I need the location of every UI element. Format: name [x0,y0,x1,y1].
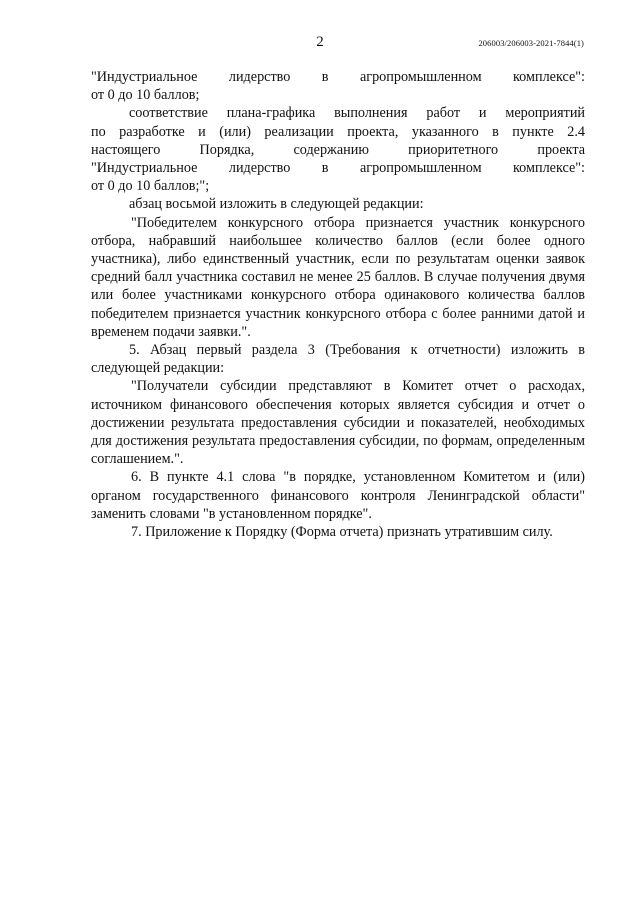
paragraph-2-line-1: соответствие плана-графика выполнения работ и мероприятий [129,105,585,122]
paragraph-2-line-5: от 0 до 10 баллов;"; [91,178,210,195]
paragraph-1 [91,68,585,104]
paragraph-6: "Получатели субсидии представляют в Комитет отчет о расходах, источником финансового обеспечения которых является субсидия и отчет о достижении результата предоставления субсидии и показателей, необходимых для достижения результата предоставления субсидии, по формам, определенным соглашением.". [91,378,585,468]
paragraph-8: 7. Приложение к Порядку (Форма отчета) признать утратившим силу. [131,524,553,541]
paragraph-1-line-1: "Индустриальное лидерство в агропромышленном комплексе": [91,69,585,85]
paragraph-7: 6. В пункте 4.1 слова "в порядке, установленном Комитетом и (или) органом государственного финансового контроля Ленинградской области" заменить словами "в установленном порядке". [91,469,585,522]
paragraph-5: 5. Абзац первый раздела 3 (Требования к отчетности) изложить в следующей редакции: [91,342,585,377]
paragraph-2-line-3: настоящего Порядка, содержанию приоритетного проекта [91,141,585,158]
paragraph-2-line-4: "Индустриальное лидерство в агропромышленном комплексе": [91,160,585,177]
paragraph-2-line-2: по разработке и (или) реализации проекта, указанного в пункте 2.4 [91,123,585,140]
page-number: 2 [316,34,324,50]
document-body [91,68,585,541]
paragraph-4: "Победителем конкурсного отбора признается участник конкурсного отбора, набравший наибольшее количество баллов (если более одного участника), либо единственный участник, если по результатам оценки заявок средний балл участника составил не менее 25 баллов. В случае получения двумя или более участниками конкурсного отбора одинакового количества баллов победителем признается участник конкурсного отбора с более ранними датой и временем подачи заявки.". [91,214,585,340]
paragraph-3: абзац восьмой изложить в следующей редакции: [129,196,424,213]
paragraph-2 [91,104,585,195]
paragraph-1-line-2: от 0 до 10 баллов; [91,87,200,104]
document-id: 206003/206003-2021-7844(1) [478,38,584,48]
